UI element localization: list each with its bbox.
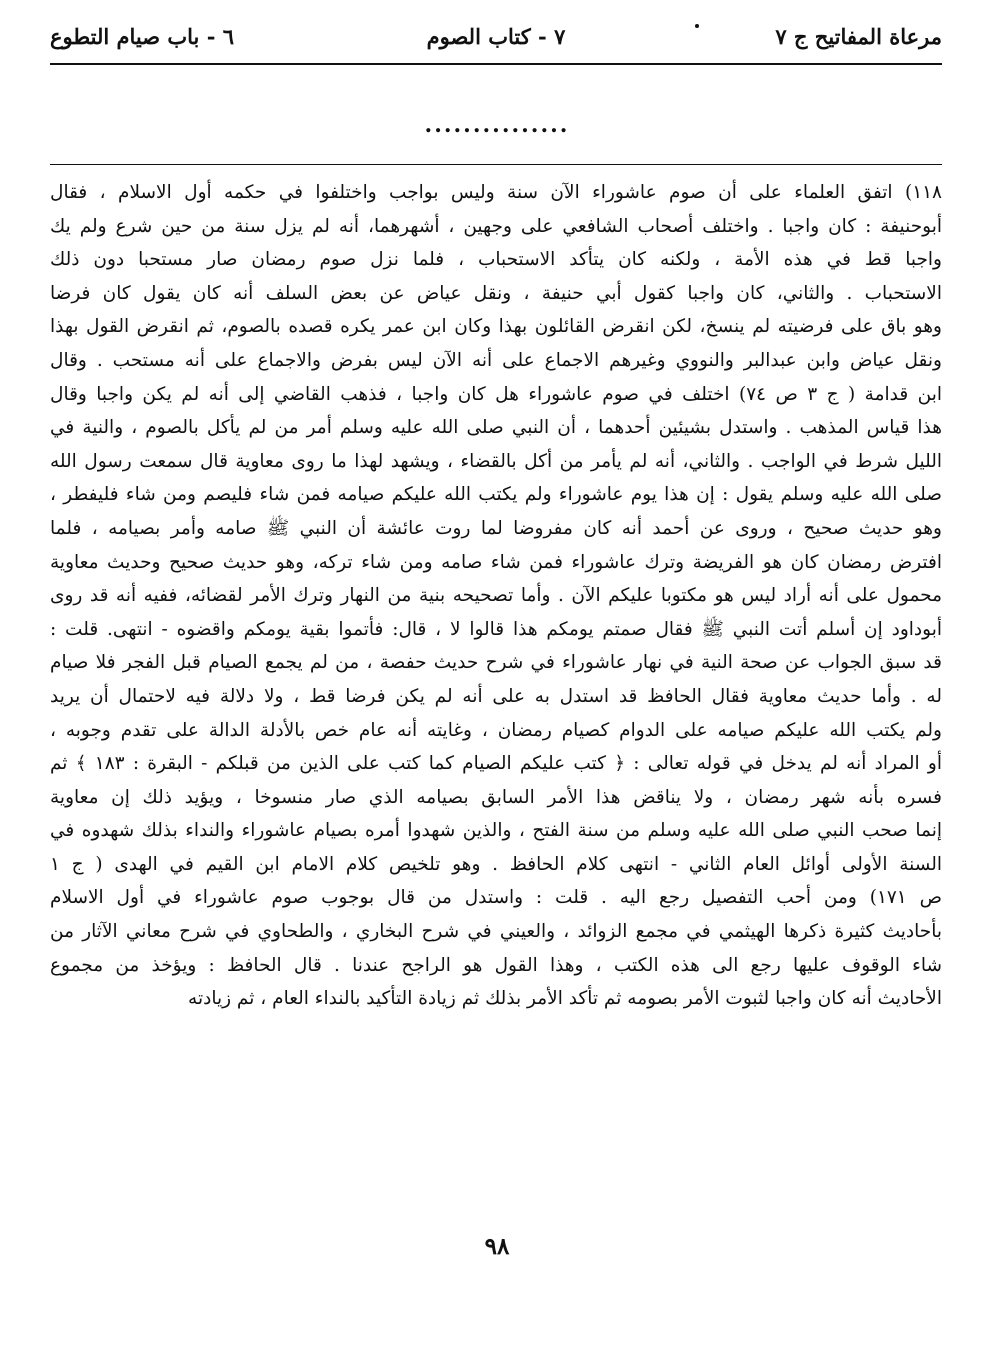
print-speck: [695, 24, 699, 28]
text-line: شاء الوقوف عليها رجع الى هذه الكتب ، وهذا القول هو الراجح عندنا . قال الحافظ : ويؤخذ من مجموع: [50, 954, 942, 976]
footnote-text-block: [50, 176, 942, 1016]
footnote-divider: [50, 164, 942, 165]
text-line: أبوحنيفة : كان واجبا . واختلف أصحاب الشافعي على وجهين ، أشهرهما، أنه لم يزل سنة من حين شرع ولم يك: [50, 215, 942, 237]
text-line: صلى الله عليه وسلم يقول : إن هذا يوم عاشوراء ولم يكتب الله عليكم صيامه فمن شاء فليصم ومن شاء فليفطر ،: [50, 484, 942, 506]
header-chapter-title: ٧ - كتاب الصوم: [426, 24, 566, 49]
text-line: الاستحباب . والثاني، كان واجبا كقول أبي حنيفة ، ونقل عياض عن بعض السلف أنه كان يقول كان فرضا: [50, 282, 942, 304]
text-line: فسره بأنه شهر رمضان ، ولا يناقض هذا الأمر السابق بصيامه الذي صار منسوخا ، ويؤيد ذلك إن معاوية: [50, 786, 942, 808]
text-line: افترض رمضان كان هو الفريضة وترك عاشوراء فمن شاء صامه ومن شاء تركه، وهو حديث صحيح وحديث معاوية: [50, 551, 942, 573]
header-section-title: ٦ - باب صيام التطوع: [50, 24, 234, 49]
dotted-separator: ...............: [424, 112, 570, 138]
text-line: محمول على أنه أراد ليس هو مكتوبا عليكم الآن . وأما تصحيحه بنية من النهار وترك الأمر لقضائه، ففيه أنه قد روى: [50, 585, 942, 607]
text-line: وهو حديث صحيح ، وروى عن أحمد أنه كان مفروضا لما روت عائشة أن النبي ﷺ صامه وأمر بصيامه ، فلما: [50, 517, 942, 539]
page-number: ٩٨: [484, 1233, 510, 1260]
text-line: الليل شرط في الواجب . والثاني، أنه لم يأمر من أكل بالقضاء ، ويشهد لهذا ما روى معاوية قال سمعت رسول الله: [50, 450, 942, 472]
header-book-title: مرعاة المفاتيح ج ٧: [775, 24, 942, 49]
text-line: الأحاديث أنه كان واجبا لثبوت الأمر بصومه ثم تأكد الأمر بذلك ثم زيادة التأكيد بالنداء العام ، ثم زيادته: [188, 988, 942, 1010]
text-line: ولم يكتب الله عليكم صيامه على الدوام كصيام رمضان ، وغايته أنه عام خص بالأدلة الدالة على تقدم وجوبه ،: [50, 719, 942, 741]
text-line: هذا قياس المذهب . واستدل بشيئين أحدهما ، أن النبي صلى الله عليه وسلم أمر من لم يأكل بالصوم ، والنية في: [50, 417, 942, 439]
text-line: أبوداود إن أسلم أتت النبي ﷺ فقال صمتم يومكم هذا قالوا لا ، قال: فأتموا بقية يومكم واقضوه - انتهى. قلت :: [50, 618, 942, 640]
header-divider: [50, 63, 942, 65]
text-line: قد سبق الجواب عن صحة النية في نهار عاشوراء في شرح حديث حفصة ، من لم يجمع الصيام قبل الفجر فلا صيام: [50, 652, 942, 674]
text-line: بأحاديث كثيرة ذكرها الهيثمي في مجمع الزوائد ، والعيني في شرح البخاري ، والطحاوي في شرح معاني الآثار من: [50, 921, 942, 943]
text-line: وهو باق على فرضيته لم ينسخ، لكن انقرض القائلون بهذا وكان ابن عمر يكره قصده بالصوم، ثم انقرض القول بهذا: [50, 316, 942, 338]
text-line: إنما صحب النبي صلى الله عليه وسلم من سنة الفتح ، والذين شهدوا أمره بصيام عاشوراء والنداء بذلك شهدوه في: [50, 820, 942, 842]
text-line: ١١٨) اتفق العلماء على أن صوم عاشوراء الآن سنة وليس بواجب واختلفوا في حكمه أول الاسلام ، فقال: [50, 182, 942, 203]
text-line: ونقل عياض وابن عبدالبر والنووي وغيرهم الاجماع على أنه الآن ليس بفرض والاجماع على أنه مستحب . وقال: [50, 349, 942, 371]
text-line: له . وأما حديث معاوية فقال الحافظ قد استدل به على أنه لم يكن فرضا قط ، ولا دلالة فيه لاحتمال أن يريد: [50, 685, 942, 707]
text-line: ص ١٧١) ومن أحب التفصيل رجع اليه . قلت : واستدل من قال بوجوب صوم عاشوراء في أول الاسلام: [50, 887, 942, 909]
text-line: واجبا قط في هذه الأمة ، ولكنه كان يتأكد الاستحباب ، فلما نزل صوم رمضان صار مستحبا دون ذلك: [50, 249, 942, 271]
running-header: [50, 14, 942, 54]
text-line: أو المراد أنه لم يدخل في قوله تعالى : ﴿ كتب عليكم الصيام كما كتب على الذين من قبلكم - البقرة : ١٨٣ ﴾ ثم: [50, 753, 942, 775]
text-line: ابن قدامة ( ج ٣ ص ٧٤) اختلف في صوم عاشوراء هل كان واجبا ، فذهب القاضي إلى أنه لم يكن واجبا وقال: [50, 383, 942, 405]
text-line: السنة الأولى أوائل العام الثاني - انتهى كلام الحافظ . وهو تلخيص كلام الامام ابن القيم في الهدى ( ج ١: [50, 853, 942, 875]
